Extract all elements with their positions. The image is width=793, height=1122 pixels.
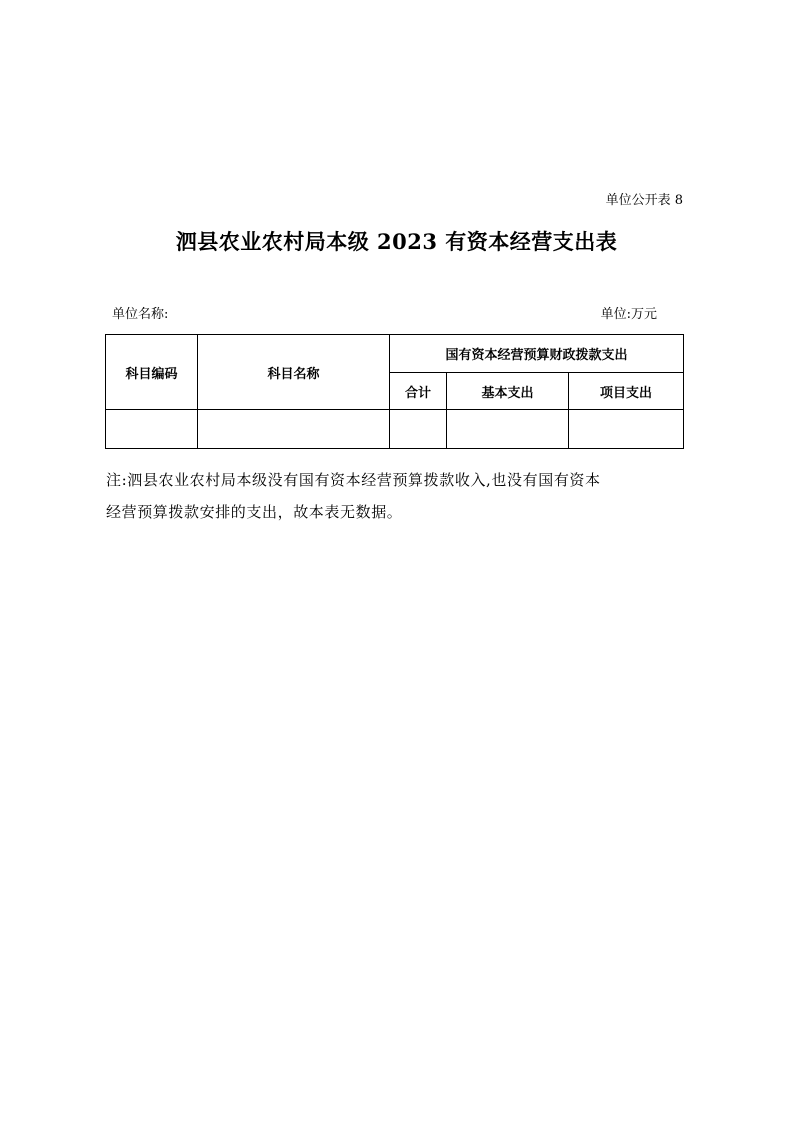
table-cell-subject-name (198, 410, 390, 449)
column-header-basic-expenditure: 基本支出 (447, 373, 569, 410)
table-number-label: 单位公开表 8 (605, 193, 683, 208)
table-cell-basic-expenditure (447, 410, 569, 449)
table-cell-subject-code (106, 410, 198, 449)
column-header-subject-code: 科目编码 (106, 335, 198, 410)
table-cell-total (390, 410, 447, 449)
column-header-total: 合计 (390, 373, 447, 410)
column-header-project-expenditure: 项目支出 (569, 373, 684, 410)
column-group-header-state-capital-expenditure: 国有资本经营预算财政拨款支出 (390, 335, 684, 373)
table-cell-project-expenditure (569, 410, 684, 449)
footnote-line-1: 注:泗县农业农村局本级没有国有资本经营预算拨款收入,也没有国有资本 (106, 471, 601, 489)
footnote-line-2: 经营预算拨款安排的支出，故本表无数据。 (106, 503, 403, 521)
table-row (106, 410, 684, 449)
expenditure-table (105, 334, 684, 449)
page-title: 泗县农业农村局本级 2023 有资本经营支出表 (175, 229, 618, 254)
column-header-subject-name: 科目名称 (198, 335, 390, 410)
unit-name-label: 单位名称: (112, 307, 169, 322)
unit-measure-label: 单位:万元 (600, 307, 657, 322)
footnote (106, 464, 691, 528)
